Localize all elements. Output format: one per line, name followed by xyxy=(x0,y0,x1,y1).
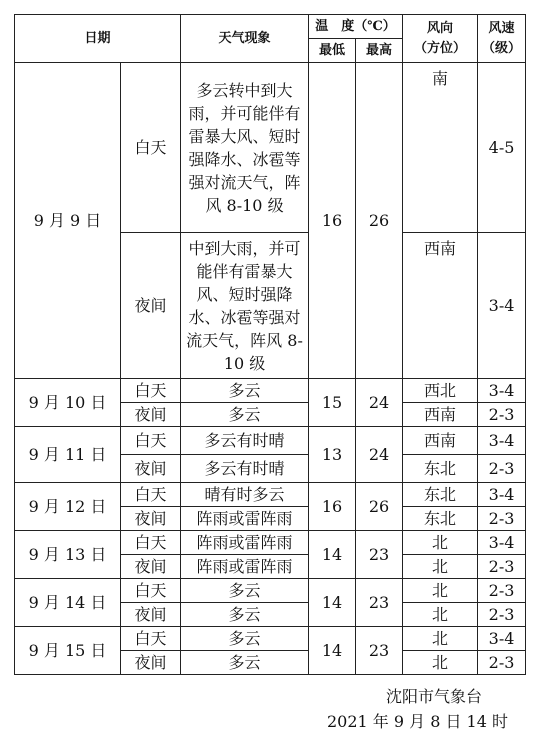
temp-max-cell: 24 xyxy=(356,427,403,483)
weather-cell: 阵雨或雷阵雨 xyxy=(181,507,309,531)
period-cell: 夜间 xyxy=(121,455,181,483)
wind-speed-cell: 3-4 xyxy=(478,427,526,455)
forecast-table xyxy=(14,14,526,675)
temp-max-cell: 26 xyxy=(356,63,403,379)
period-cell: 白天 xyxy=(121,579,181,603)
wind-speed-cell: 2-3 xyxy=(478,651,526,675)
wind-dir-cell: 北 xyxy=(403,531,478,555)
issue-time: 2021 年 9 月 8 日 14 时 xyxy=(326,712,508,731)
period-cell: 夜间 xyxy=(121,403,181,427)
date-cell: 9 月 11 日 xyxy=(15,427,121,483)
wind-dir-cell: 北 xyxy=(403,627,478,651)
wind-speed-cell: 3-4 xyxy=(478,483,526,507)
weather-cell: 多云有时晴 xyxy=(181,427,309,455)
period-cell: 白天 xyxy=(121,379,181,403)
weather-cell: 多云转中到大雨，并可能伴有雷暴大风、短时强降水、冰雹等强对流天气，阵风 8-10 级 xyxy=(181,63,309,233)
temp-min-cell: 13 xyxy=(309,427,356,483)
period-cell: 夜间 xyxy=(121,555,181,579)
header-date: 日期 xyxy=(15,15,181,63)
period-cell: 白天 xyxy=(121,63,181,233)
table-row xyxy=(15,627,526,651)
temp-max-cell: 24 xyxy=(356,379,403,427)
weather-cell: 晴有时多云 xyxy=(181,483,309,507)
wind-speed-cell: 3-4 xyxy=(478,627,526,651)
temp-min-cell: 14 xyxy=(309,579,356,627)
header-wind-speed xyxy=(478,15,526,63)
header-row-1 xyxy=(15,15,526,39)
table-row xyxy=(15,579,526,603)
period-cell: 白天 xyxy=(121,531,181,555)
weather-cell: 多云 xyxy=(181,603,309,627)
wind-speed-cell: 2-3 xyxy=(478,403,526,427)
date-cell: 9 月 10 日 xyxy=(15,379,121,427)
period-cell: 白天 xyxy=(121,483,181,507)
wind-dir-cell: 西南 xyxy=(403,403,478,427)
weather-cell: 多云 xyxy=(181,579,309,603)
wind-speed-cell: 3-4 xyxy=(478,531,526,555)
table-row xyxy=(15,63,526,233)
date-cell: 9 月 14 日 xyxy=(15,579,121,627)
wind-speed-cell: 3-4 xyxy=(478,233,526,379)
header-temperature: 温 度（℃） xyxy=(309,15,403,39)
wind-dir-cell: 东北 xyxy=(403,483,478,507)
temp-max-cell: 26 xyxy=(356,483,403,531)
weather-cell: 中到大雨，并可能伴有雷暴大风、短时强降水、冰雹等强对流天气，阵风 8-10 级 xyxy=(181,233,309,379)
date-cell: 9 月 13 日 xyxy=(15,531,121,579)
header-temp-max: 最高 xyxy=(356,39,403,63)
temp-min-cell: 16 xyxy=(309,483,356,531)
temp-min-cell: 15 xyxy=(309,379,356,427)
date-cell: 9 月 9 日 xyxy=(15,63,121,379)
period-cell: 白天 xyxy=(121,427,181,455)
wind-speed-cell: 3-4 xyxy=(478,379,526,403)
period-cell: 夜间 xyxy=(121,651,181,675)
temp-min-cell: 16 xyxy=(309,63,356,379)
header-wind-speed-sub: （级） xyxy=(482,40,522,56)
period-cell: 白天 xyxy=(121,627,181,651)
issuer-name: 沈阳市气象台 xyxy=(385,687,482,706)
table-row xyxy=(15,531,526,555)
table-row xyxy=(15,483,526,507)
date-cell: 9 月 12 日 xyxy=(15,483,121,531)
wind-speed-cell: 2-3 xyxy=(478,603,526,627)
weather-cell: 多云 xyxy=(181,379,309,403)
weather-cell: 多云有时晴 xyxy=(181,455,309,483)
period-cell: 夜间 xyxy=(121,233,181,379)
wind-speed-cell: 2-3 xyxy=(478,555,526,579)
wind-dir-cell: 北 xyxy=(403,579,478,603)
temp-max-cell: 23 xyxy=(356,579,403,627)
weather-cell: 多云 xyxy=(181,651,309,675)
wind-dir-cell: 东北 xyxy=(403,455,478,483)
wind-dir-cell: 南 xyxy=(403,63,478,233)
header-wind-dir-sub: （方位） xyxy=(414,40,467,56)
wind-speed-cell: 4-5 xyxy=(478,63,526,233)
temp-min-cell: 14 xyxy=(309,627,356,675)
wind-dir-cell: 北 xyxy=(403,603,478,627)
wind-dir-cell: 北 xyxy=(403,651,478,675)
date-cell: 9 月 15 日 xyxy=(15,627,121,675)
period-cell: 夜间 xyxy=(121,507,181,531)
temp-max-cell: 23 xyxy=(356,627,403,675)
header-wind-dir xyxy=(403,15,478,63)
temp-max-cell: 23 xyxy=(356,531,403,579)
table-row xyxy=(15,427,526,455)
temp-min-cell: 14 xyxy=(309,531,356,579)
wind-dir-cell: 西北 xyxy=(403,379,478,403)
wind-speed-cell: 2-3 xyxy=(478,455,526,483)
header-temp-min: 最低 xyxy=(309,39,356,63)
header-weather: 天气现象 xyxy=(181,15,309,63)
weather-cell: 多云 xyxy=(181,403,309,427)
wind-speed-cell: 2-3 xyxy=(478,507,526,531)
header-wind-speed-label: 风速 xyxy=(488,20,515,36)
table-row xyxy=(15,379,526,403)
period-cell: 夜间 xyxy=(121,603,181,627)
wind-speed-cell: 2-3 xyxy=(478,579,526,603)
wind-dir-cell: 西南 xyxy=(403,427,478,455)
header-wind-dir-label: 风向 xyxy=(427,20,454,36)
wind-dir-cell: 西南 xyxy=(403,233,478,379)
weather-cell: 阵雨或雷阵雨 xyxy=(181,555,309,579)
wind-dir-cell: 北 xyxy=(403,555,478,579)
weather-cell: 阵雨或雷阵雨 xyxy=(181,531,309,555)
wind-dir-cell: 东北 xyxy=(403,507,478,531)
weather-cell: 多云 xyxy=(181,627,309,651)
